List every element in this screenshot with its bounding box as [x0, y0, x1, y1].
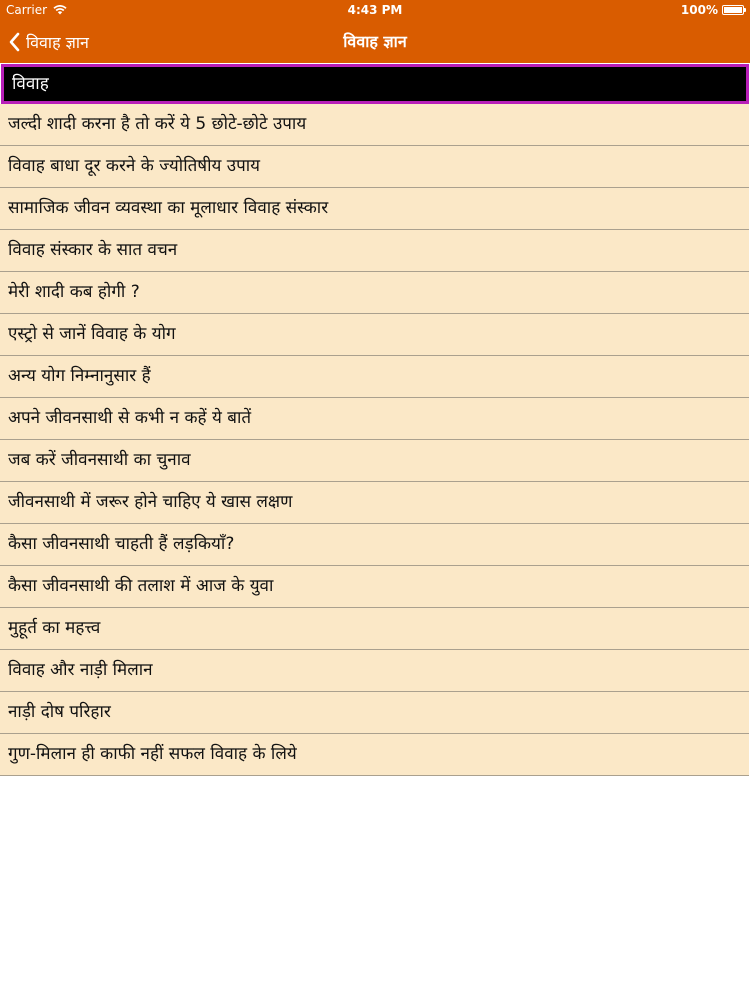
- list-item[interactable]: जब करें जीवनसाथी का चुनाव: [0, 440, 749, 482]
- top-bar: [0, 0, 750, 63]
- carrier-label: Carrier: [6, 3, 48, 17]
- list-items: [0, 104, 750, 776]
- list-item[interactable]: अपने जीवनसाथी से कभी न कहें ये बातें: [0, 398, 749, 440]
- battery-icon: [722, 5, 744, 15]
- section-header: विवाह: [1, 64, 749, 104]
- list-item[interactable]: विवाह और नाड़ी मिलान: [0, 650, 749, 692]
- list-item[interactable]: विवाह बाधा दूर करने के ज्योतिषीय उपाय: [0, 146, 749, 188]
- list-item[interactable]: कैसा जीवनसाथी की तलाश में आज के युवा: [0, 566, 749, 608]
- battery-percentage: 100%: [680, 3, 718, 17]
- battery-tip: [744, 8, 746, 12]
- status-bar: [0, 0, 750, 20]
- back-button-label: विवाह ज्ञान: [26, 32, 89, 52]
- status-time: 4:43 PM: [347, 3, 403, 17]
- status-right: [681, 0, 744, 20]
- list-item[interactable]: मेरी शादी कब होगी ?: [0, 272, 749, 314]
- list-item[interactable]: गुण-मिलान ही काफी नहीं सफल विवाह के लिये: [0, 734, 749, 776]
- article-list: [0, 64, 750, 776]
- list-item[interactable]: एस्ट्रो से जानें विवाह के योग: [0, 314, 749, 356]
- list-item[interactable]: विवाह संस्कार के सात वचन: [0, 230, 749, 272]
- page-title: विवाह ज्ञान: [343, 32, 407, 51]
- list-item[interactable]: जीवनसाथी में जरूर होने चाहिए ये खास लक्षण: [0, 482, 749, 524]
- navigation-bar: [0, 20, 750, 63]
- list-item[interactable]: मुहूर्त का महत्त्व: [0, 608, 749, 650]
- battery-fill: [724, 7, 742, 13]
- list-item[interactable]: नाड़ी दोष परिहार: [0, 692, 749, 734]
- list-item[interactable]: सामाजिक जीवन व्यवस्था का मूलाधार विवाह संस्कार: [0, 188, 749, 230]
- list-item[interactable]: अन्य योग निम्नानुसार हैं: [0, 356, 749, 398]
- list-item[interactable]: कैसा जीवनसाथी चाहती हैं लड़कियाँ?: [0, 524, 749, 566]
- list-item[interactable]: जल्दी शादी करना है तो करें ये 5 छोटे-छोटे उपाय: [0, 104, 749, 146]
